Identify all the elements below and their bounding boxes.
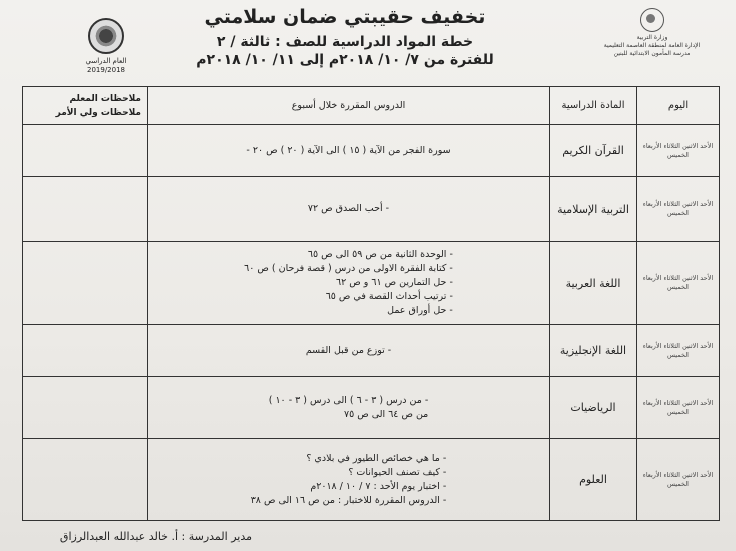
lessons-cell xyxy=(148,377,550,439)
title-block xyxy=(150,4,540,68)
school-seal-icon xyxy=(88,18,124,54)
subject-cell: اللغة الإنجليزية xyxy=(550,325,637,377)
lesson-line: - الدروس المقررة للاختبار : من ص ١٦ الى ص ٣٨ xyxy=(250,494,447,506)
notes-cell xyxy=(23,377,148,439)
days-cell: الأحد الاثنين الثلاثاء الأربعاء الخميس xyxy=(637,242,720,325)
lesson-line: - أحب الصدق ص ٧٢ xyxy=(307,203,390,214)
table-row xyxy=(23,325,720,377)
lesson-line: - توزع من قبل القسم xyxy=(305,344,392,356)
table-row xyxy=(23,177,720,242)
subject-cell: التربية الإسلامية xyxy=(550,177,637,242)
lesson-line: - من درس ( ٣ - ٦ ) الى درس ( ٣ - ١٠ ) xyxy=(268,394,429,406)
lesson-line: - كيف تصنف الحيوانات ؟ xyxy=(348,466,447,478)
subject-cell: العلوم xyxy=(550,439,637,521)
lessons-cell xyxy=(148,439,550,521)
notes-cell xyxy=(23,125,148,177)
year-label: العام الدراسي xyxy=(85,57,127,65)
lesson-line: سورة الفجر من الآية ( ١٥ ) الى الآية ( ٢٠ ) ص ٢٠ - xyxy=(246,144,451,156)
lessons-cell xyxy=(148,177,550,242)
subject-cell: اللغة العربية xyxy=(550,242,637,325)
days-cell: الأحد الاثنين الثلاثاء الأربعاء الخميس xyxy=(637,177,720,242)
notes-cell xyxy=(23,325,148,377)
ministry-line: مدرسة المأمون الابتدائية للبنين xyxy=(613,50,691,57)
notes-cell xyxy=(23,439,148,521)
table-row xyxy=(23,242,720,325)
col-header-notes xyxy=(23,87,148,125)
lessons-cell xyxy=(148,242,550,325)
lesson-line: - كتابة الفقرة الاولى من درس ( قصة فرحان ) ص ٦٠ xyxy=(244,263,453,274)
lesson-line: - ما هي خصائص الطيور في بلادي ؟ xyxy=(306,452,447,464)
table-header-row xyxy=(23,87,720,125)
page-title: تخفيف حقيبتي ضمان سلامتي xyxy=(204,6,486,28)
col-header-day: اليوم xyxy=(637,87,720,125)
days-cell: الأحد الاثنين الثلاثاء الأربعاء الخميس xyxy=(637,439,720,521)
lesson-line: - ترتيب أحداث القصة في ص ٦٥ xyxy=(325,291,453,302)
ministry-line: وزارة التربية xyxy=(636,34,668,41)
lessons-cell xyxy=(148,125,550,177)
table-row xyxy=(23,125,720,177)
notes-cell xyxy=(23,242,148,325)
lesson-line: - الوحدة الثانية من ص ٥٩ الى ص ٦٥ xyxy=(307,249,453,260)
table-row xyxy=(23,439,720,521)
lessons-cell xyxy=(148,325,550,377)
notes-parent-label: ملاحظات ولي الأمر xyxy=(55,107,141,118)
lesson-line: - حل أوراق عمل xyxy=(387,305,453,316)
ministry-logo-block xyxy=(592,8,712,58)
lesson-line: - حل التمارين ص ٦١ و ص ٦٢ xyxy=(335,277,453,288)
days-cell: الأحد الاثنين الثلاثاء الأربعاء الخميس xyxy=(637,125,720,177)
subject-cell: الرياضيات xyxy=(550,377,637,439)
col-header-subject: المادة الدراسية xyxy=(550,87,637,125)
principal-signature-line: مدير المدرسة : أ. خالد عبدالله العبدالرزاق xyxy=(59,530,252,543)
study-plan-table xyxy=(22,86,720,521)
ministry-emblem-icon xyxy=(640,8,664,32)
lesson-line: - اختبار يوم الأحد : ٧ / ١٠ / ٢٠١٨م xyxy=(310,480,447,492)
days-cell: الأحد الاثنين الثلاثاء الأربعاء الخميس xyxy=(637,325,720,377)
plan-period: للفترة من ٧/ ١٠/ ٢٠١٨م إلى ١١/ ١٠/ ٢٠١٨م xyxy=(196,52,494,68)
notes-teacher-label: ملاحظات المعلم xyxy=(69,93,141,104)
ministry-line: الإدارة العامة لمنطقة العاصمة التعليمية xyxy=(603,42,701,49)
notes-cell xyxy=(23,177,148,242)
plan-subtitle: خطة المواد الدراسية للصف : ثالثة / ٢ xyxy=(216,34,474,50)
days-cell: الأحد الاثنين الثلاثاء الأربعاء الخميس xyxy=(637,377,720,439)
school-logo-block xyxy=(80,18,132,75)
lesson-line: من ص ٦٤ الى ص ٧٥ xyxy=(343,408,429,420)
table-row xyxy=(23,377,720,439)
col-header-lessons: الدروس المقررة خلال أسبوع xyxy=(148,87,550,125)
subject-cell: القرآن الكريم xyxy=(550,125,637,177)
year-value: 2019/2018 xyxy=(87,66,125,74)
